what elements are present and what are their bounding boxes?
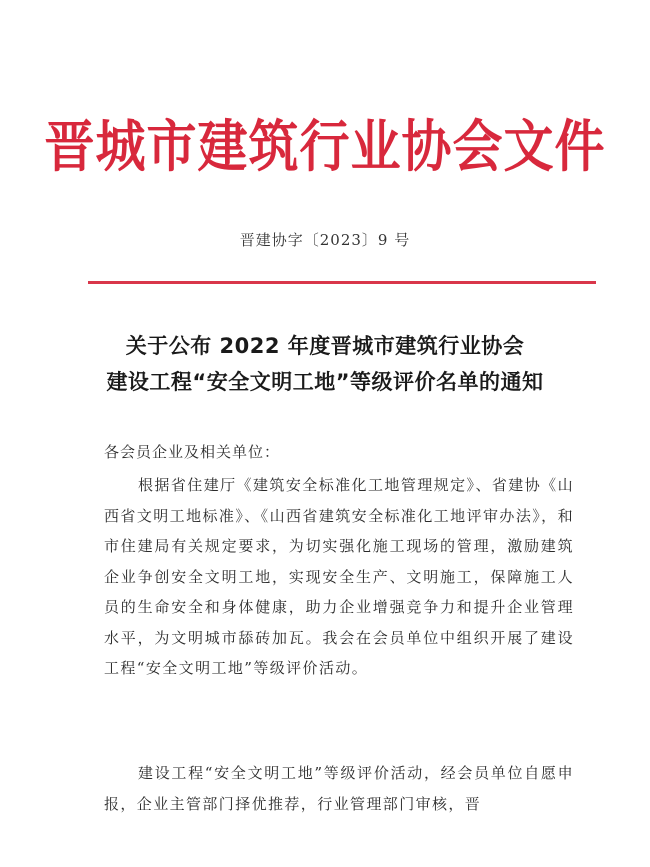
- notice-title-line-2: 建设工程“安全文明工地”等级评价名单的通知: [106, 370, 544, 394]
- notice-title-line-1: 关于公布 2022 年度晋城市建筑行业协会: [125, 334, 525, 358]
- masthead-title: 晋城市建筑行业协会文件: [44, 113, 606, 180]
- document-number: 晋建协字〔2023〕9 号: [239, 231, 411, 249]
- salutation: 各会员企业及相关单位：: [104, 443, 281, 461]
- body-paragraph-1: 根据省住建厅《建筑安全标准化工地管理规定》、省建协《山西省文明工地标准》、《山西省建筑安全标准化工地评审办法》，和市住建局有关规定要求，为切实强化施工现场的管理，激励建筑企业争创安全文明工地，实现安全生产、文明施工，保障施工人员的生命安全和身体健康，助力企业增强竞争力和提升企业管理水平，为文明城市舔砖加瓦。我会在会员单位中组织开展了建设工程“安全文明工地”等级评价活动。: [104, 476, 574, 677]
- red-divider-line: [88, 281, 596, 284]
- body-paragraph-2: 建设工程“安全文明工地”等级评价活动，经会员单位自愿申报，企业主管部门择优推荐，行业管理部门审核，晋: [104, 764, 574, 813]
